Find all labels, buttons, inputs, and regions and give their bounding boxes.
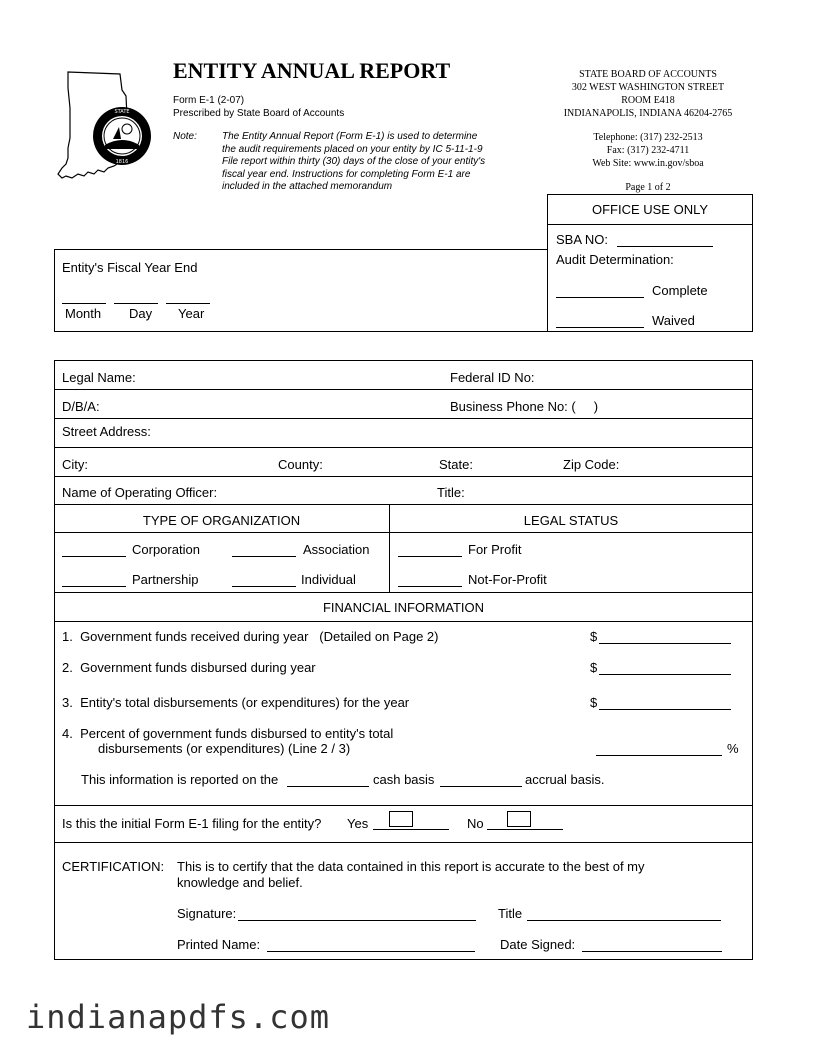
month-field[interactable] [62,303,106,304]
city-label[interactable]: City: [62,457,88,472]
partnership-field[interactable] [62,586,126,587]
form-number: Form E-1 (2-07) [173,95,245,106]
partnership-label: Partnership [132,572,199,587]
corporation-label: Corporation [132,542,200,557]
svg-text:1816: 1816 [115,159,129,165]
not-for-profit-label: Not-For-Profit [468,572,547,587]
agency-street: 302 WEST WASHINGTON STREET [571,82,725,93]
yes-label: Yes [347,816,369,831]
agency-fax: Fax: (317) 232-4711 [606,145,690,156]
no-checkbox[interactable] [507,811,531,827]
signature-label: Signature: [177,906,237,921]
note-line: The Entity Annual Report (Form E-1) is used to determine [222,131,478,142]
printed-name-label: Printed Name: [177,937,261,952]
government-funds-disbursed-field[interactable] [599,674,731,675]
agency-room: ROOM E418 [621,95,675,106]
agency-name: STATE BOARD OF ACCOUNTS [579,69,717,80]
federal-id-label[interactable]: Federal ID No: [450,370,535,385]
individual-label: Individual [301,572,356,587]
percent-sign: % [727,741,739,756]
not-for-profit-field[interactable] [398,586,462,587]
basis-text-b: cash basis [373,772,435,787]
agency-web: Web Site: www.in.gov/sboa [592,158,704,169]
note-text [222,131,522,194]
certification-text-2: knowledge and belief. [177,875,303,890]
financial-information-header: FINANCIAL INFORMATION [322,600,485,615]
prescribed-by: Prescribed by State Board of Accounts [173,108,345,119]
organization-type-header: TYPE OF ORGANIZATION [142,513,301,528]
certification-text-1: This is to certify that the data contained in this report is accurate to the best of my [177,859,645,874]
title-field[interactable] [527,920,721,921]
business-phone-label[interactable]: Business Phone No: ( ) [450,399,599,414]
day-label: Day [129,306,153,321]
yes-checkbox[interactable] [389,811,413,827]
year-label: Year [178,306,205,321]
waived-field[interactable] [556,327,644,328]
printed-name-field[interactable] [267,951,475,952]
accrual-basis-field[interactable] [440,786,522,787]
note-line: fiscal year end. Instructions for completing Form E-1 are [222,168,471,180]
complete-field[interactable] [556,297,644,298]
financial-line-4a: 4. Percent of government funds disbursed to entity's total [62,726,394,741]
financial-line-1: 1. Government funds received during year (Detailed on Page 2) [62,629,439,644]
date-signed-field[interactable] [582,951,722,952]
month-label: Month [65,306,102,321]
note-line: the audit requirements placed on your entity by IC 5-11-1-9 [222,143,483,155]
financial-line-4b: disbursements (or expenditures) (Line 2 / 3) [98,741,351,756]
agency-contact [528,131,768,170]
page-number: Page 1 of 2 [625,182,671,193]
note-label: Note: [173,131,197,142]
note-line: File report within thirty (30) days of the close of your entity's [222,156,486,167]
state-seal-icon [91,105,153,167]
legal-status-header: LEGAL STATUS [523,513,619,528]
agency-telephone: Telephone: (317) 232-2513 [593,132,703,143]
government-funds-received-field[interactable] [599,643,731,644]
association-label: Association [303,542,370,557]
year-field[interactable] [166,303,210,304]
agency-city: INDIANAPOLIS, INDIANA 46204-2765 [563,108,733,119]
title-label: Title [498,906,523,921]
date-signed-label: Date Signed: [500,937,576,952]
waived-label: Waived [652,313,695,328]
cash-basis-field[interactable] [287,786,369,787]
certification-label: CERTIFICATION: [62,859,165,874]
dba-label[interactable]: D/B/A: [62,399,100,414]
no-label: No [467,816,484,831]
zip-code-label[interactable]: Zip Code: [563,457,620,472]
audit-determination-label: Audit Determination: [556,252,674,267]
fiscal-year-label: Entity's Fiscal Year End [62,260,198,275]
state-label[interactable]: State: [439,457,473,472]
legal-name-label[interactable]: Legal Name: [62,370,136,385]
street-address-label[interactable]: Street Address: [62,424,151,439]
operating-officer-label[interactable]: Name of Operating Officer: [62,485,218,500]
for-profit-label: For Profit [468,542,522,557]
agency-address [528,68,768,120]
individual-field[interactable] [232,586,296,587]
sba-no-field[interactable] [617,246,713,247]
dollar-sign: $ [590,660,598,675]
initial-filing-question: Is this the initial Form E-1 filing for the entity? [62,816,322,831]
county-label[interactable]: County: [278,457,323,472]
officer-title-label[interactable]: Title: [437,485,465,500]
dollar-sign: $ [590,695,598,710]
for-profit-field[interactable] [398,556,462,557]
sba-no-label: SBA NO: [556,232,609,247]
site-watermark: indianapdfs.com [26,998,330,1036]
corporation-field[interactable] [62,556,126,557]
basis-text-a: This information is reported on the [81,772,279,787]
signature-field[interactable] [238,920,476,921]
association-field[interactable] [232,556,296,557]
note-line: included in the attached memorandum [222,181,393,192]
financial-line-2: 2. Government funds disbursed during year [62,660,316,675]
form-title: ENTITY ANNUAL REPORT [173,58,451,83]
total-disbursements-field[interactable] [599,709,731,710]
financial-line-3: 3. Entity's total disbursements (or expenditures) for the year [62,695,410,710]
percent-field[interactable] [596,755,722,756]
basis-text-c: accrual basis. [525,772,605,787]
day-field[interactable] [114,303,158,304]
dollar-sign: $ [590,629,598,644]
complete-label: Complete [652,283,708,298]
svg-text:STATE: STATE [114,109,130,115]
office-use-title: OFFICE USE ONLY [591,202,709,217]
